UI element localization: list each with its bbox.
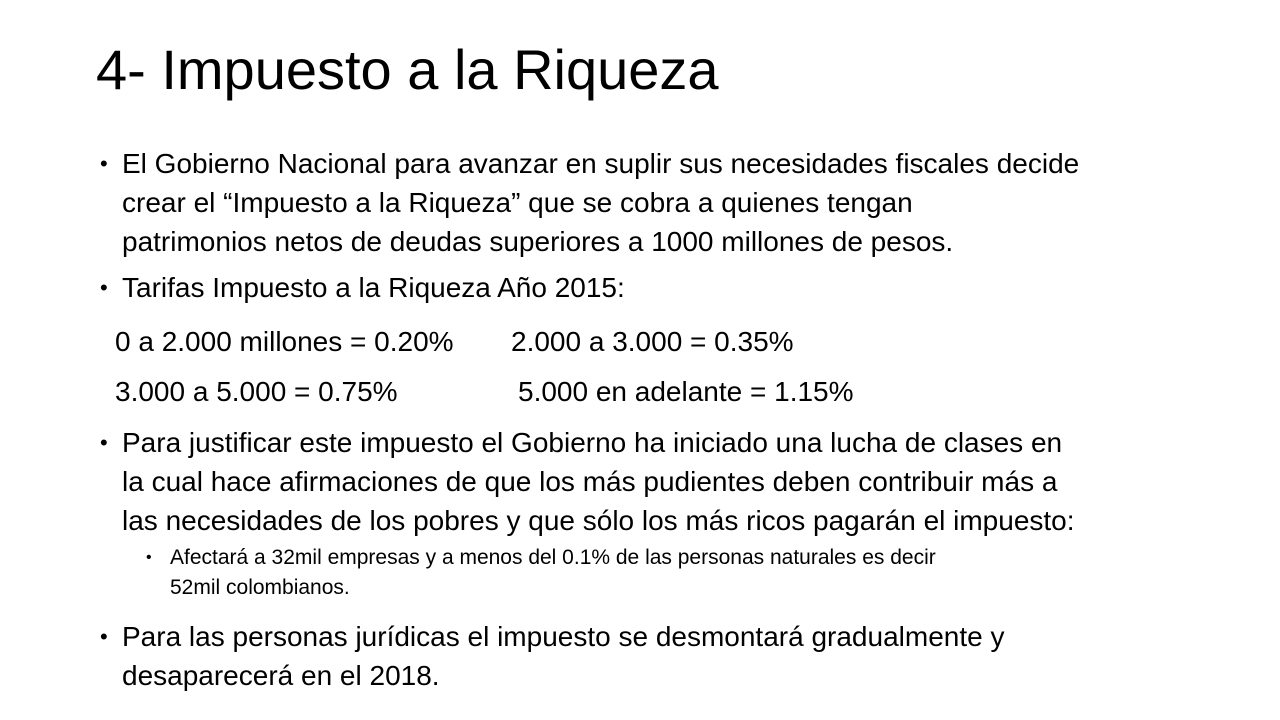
rate-row-2-left: 3.000 a 5.000 = 0.75% <box>115 376 398 407</box>
text-line: crear el “Impuesto a la Riqueza” que se cobra a quienes tengan <box>122 187 913 218</box>
text-line: patrimonios netos de deudas superiores a 1000 millones de pesos. <box>122 226 954 257</box>
text-line: desaparecerá en el 2018. <box>122 660 440 691</box>
rate-row-1-left: 0 a 2.000 millones = 0.20% <box>115 326 454 357</box>
slide-title: 4- Impuesto a la Riqueza <box>96 38 719 101</box>
sub-bullet-dot-icon: • <box>146 549 152 566</box>
text-line: Afectará a 32mil empresas y a menos del 0.1% de las personas naturales es decir <box>170 546 936 569</box>
text-line: la cual hace afirmaciones de que los más pudientes deben contribuir más a <box>122 466 1058 497</box>
text-line: El Gobierno Nacional para avanzar en suplir sus necesidades fiscales decide <box>122 148 1080 179</box>
text-line: Tarifas Impuesto a la Riqueza Año 2015: <box>122 272 625 303</box>
text-line: Para justificar este impuesto el Gobierno ha iniciado una lucha de clases en <box>122 427 1063 458</box>
sub-bullet-text <box>170 543 936 603</box>
text-line: las necesidades de los pobres y que sólo los más ricos pagarán el impuesto: <box>122 505 1075 536</box>
bullet-text-2 <box>122 268 625 307</box>
text-line: 52mil colombianos. <box>170 576 350 599</box>
bullet-text-4 <box>122 617 1004 695</box>
bullet-dot-icon: • <box>100 151 108 176</box>
rate-row-2-right: 5.000 en adelante = 1.15% <box>518 376 854 407</box>
bullet-text-1 <box>122 144 1079 261</box>
text-line: Para las personas jurídicas el impuesto se desmontará gradualmente y <box>122 621 1005 652</box>
bullet-dot-icon: • <box>100 275 108 300</box>
bullet-dot-icon: • <box>100 624 108 649</box>
rate-row-1-right: 2.000 a 3.000 = 0.35% <box>511 326 794 357</box>
bullet-dot-icon: • <box>100 430 108 455</box>
bullet-text-3 <box>122 423 1075 540</box>
